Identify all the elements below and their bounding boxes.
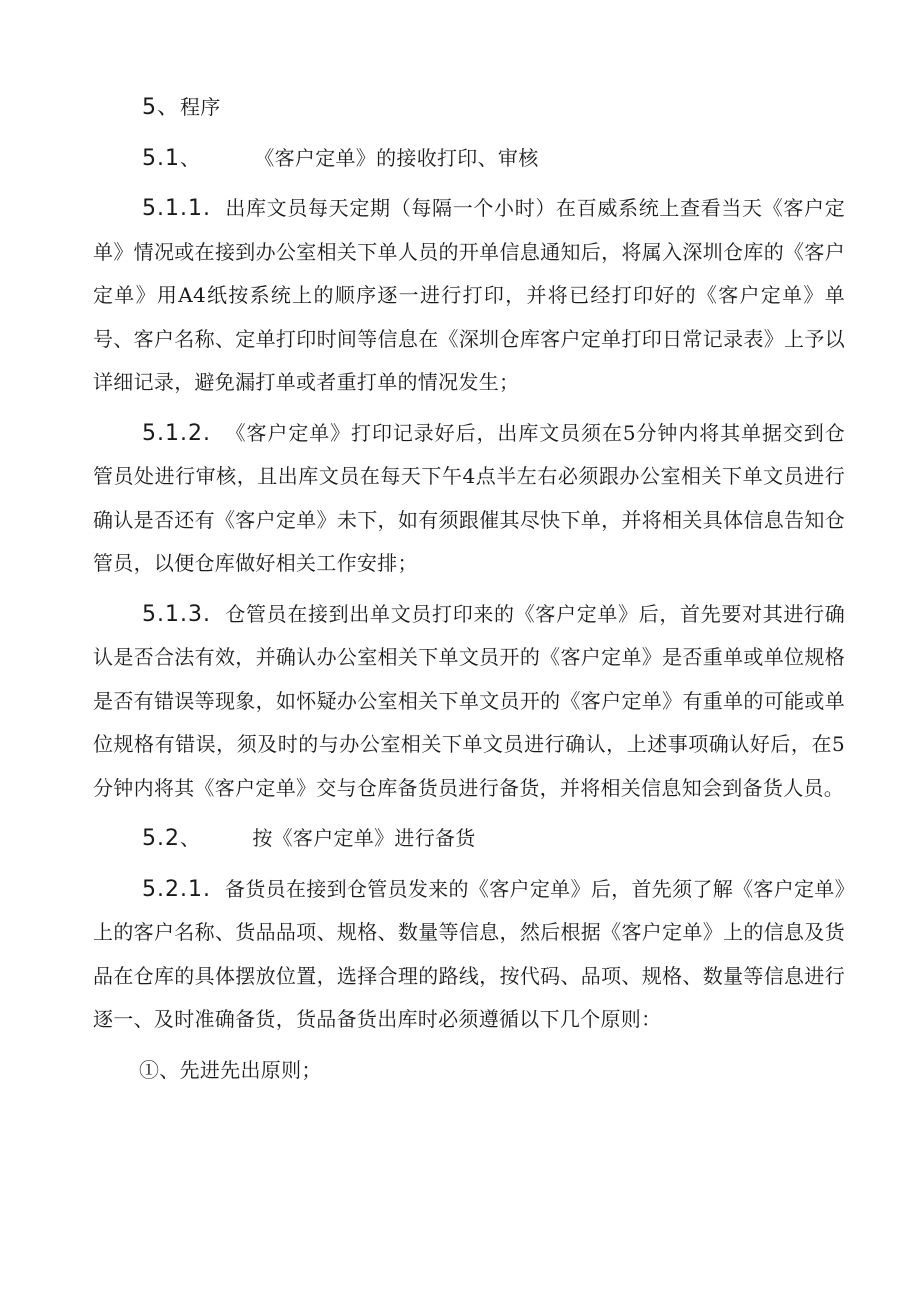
paragraph-5-1-3-number: 5.1.3. [142, 601, 211, 627]
section-5-1-title: 《客户定单》的接收打印、审核 [254, 145, 539, 170]
paragraph-5-2-1-text: 备货员在接到仓管员发来的《客户定单》后，首先须了解《客户定单》上的客户名称、货品品项、规格、数量等信息，然后根据《客户定单》上的信息及货品在仓库的具体摆放位置，选择合理的路线，按代码、品项、规格、数量等信息进行逐一、及时准确备货，货品备货出库时必须遵循以下几个原则： [93, 876, 845, 1031]
paragraph-5-1-3-text: 仓管员在接到出单文员打印来的《客户定单》后，首先要对其进行确认是否合法有效，并确认办公室相关下单文员开的《客户定单》是否重单或单位规格是否有错误等现象，如怀疑办公室相关下单文员开的《客户定单》有重单的可能或单位规格有错误，须及时的与办公室相关下单文员进行确认，上述事项确认好后，在5分钟内将其《客户定单》交与仓库备货员进行备货，并将相关信息知会到备货人员。 [93, 601, 845, 800]
section-5-label: 5、 [142, 95, 180, 120]
section-5-2-separator: 、 [180, 826, 201, 850]
paragraph-5-1-1 [93, 187, 845, 405]
section-5-1-number: 5.1 [142, 145, 180, 171]
section-5-heading [93, 86, 845, 130]
paragraph-5-2-1 [93, 868, 845, 1042]
paragraph-5-1-2-number: 5.1.2. [142, 420, 211, 446]
document-body [93, 86, 845, 1092]
paragraph-5-1-2-text: 《客户定单》打印记录好后，出库文员须在5分钟内将其单据交到仓管员处进行审核，且出库文员在每天下午4点半左右必须跟办公室相关下单文员进行确认是否还有《客户定单》未下，如有须跟催其尽快下单，并将相关具体信息告知仓管员，以便仓库做好相关工作安排； [93, 420, 845, 575]
section-5-title: 程序 [180, 95, 221, 119]
section-5-1-heading [93, 137, 845, 181]
paragraph-5-1-1-text: 出库文员每天定期（每隔一个小时）在百威系统上查看当天《客户定单》情况或在接到办公室相关下单人员的开单信息通知后，将属入深圳仓库的《客户定单》用A4纸按系统上的顺序逐一进行打印，并将已经打印好的《客户定单》单号、客户名称、定单打印时间等信息在《深圳仓库客户定单打印日常记录表》上予以详细记录，避免漏打单或者重打单的情况发生； [93, 196, 845, 394]
section-5-1-separator: 、 [180, 145, 201, 170]
principle-1: ①、先进先出原则； [139, 1057, 322, 1082]
paragraph-5-2-1-number: 5.2.1. [142, 876, 211, 902]
paragraph-5-1-1-number: 5.1.1. [142, 196, 211, 221]
paragraph-5-1-2 [93, 412, 845, 586]
section-5-2-heading [93, 817, 845, 861]
section-5-2-number: 5.2 [142, 826, 180, 851]
section-5-2-title: 按《客户定单》进行备货 [252, 826, 476, 850]
paragraph-5-1-3 [93, 593, 845, 811]
